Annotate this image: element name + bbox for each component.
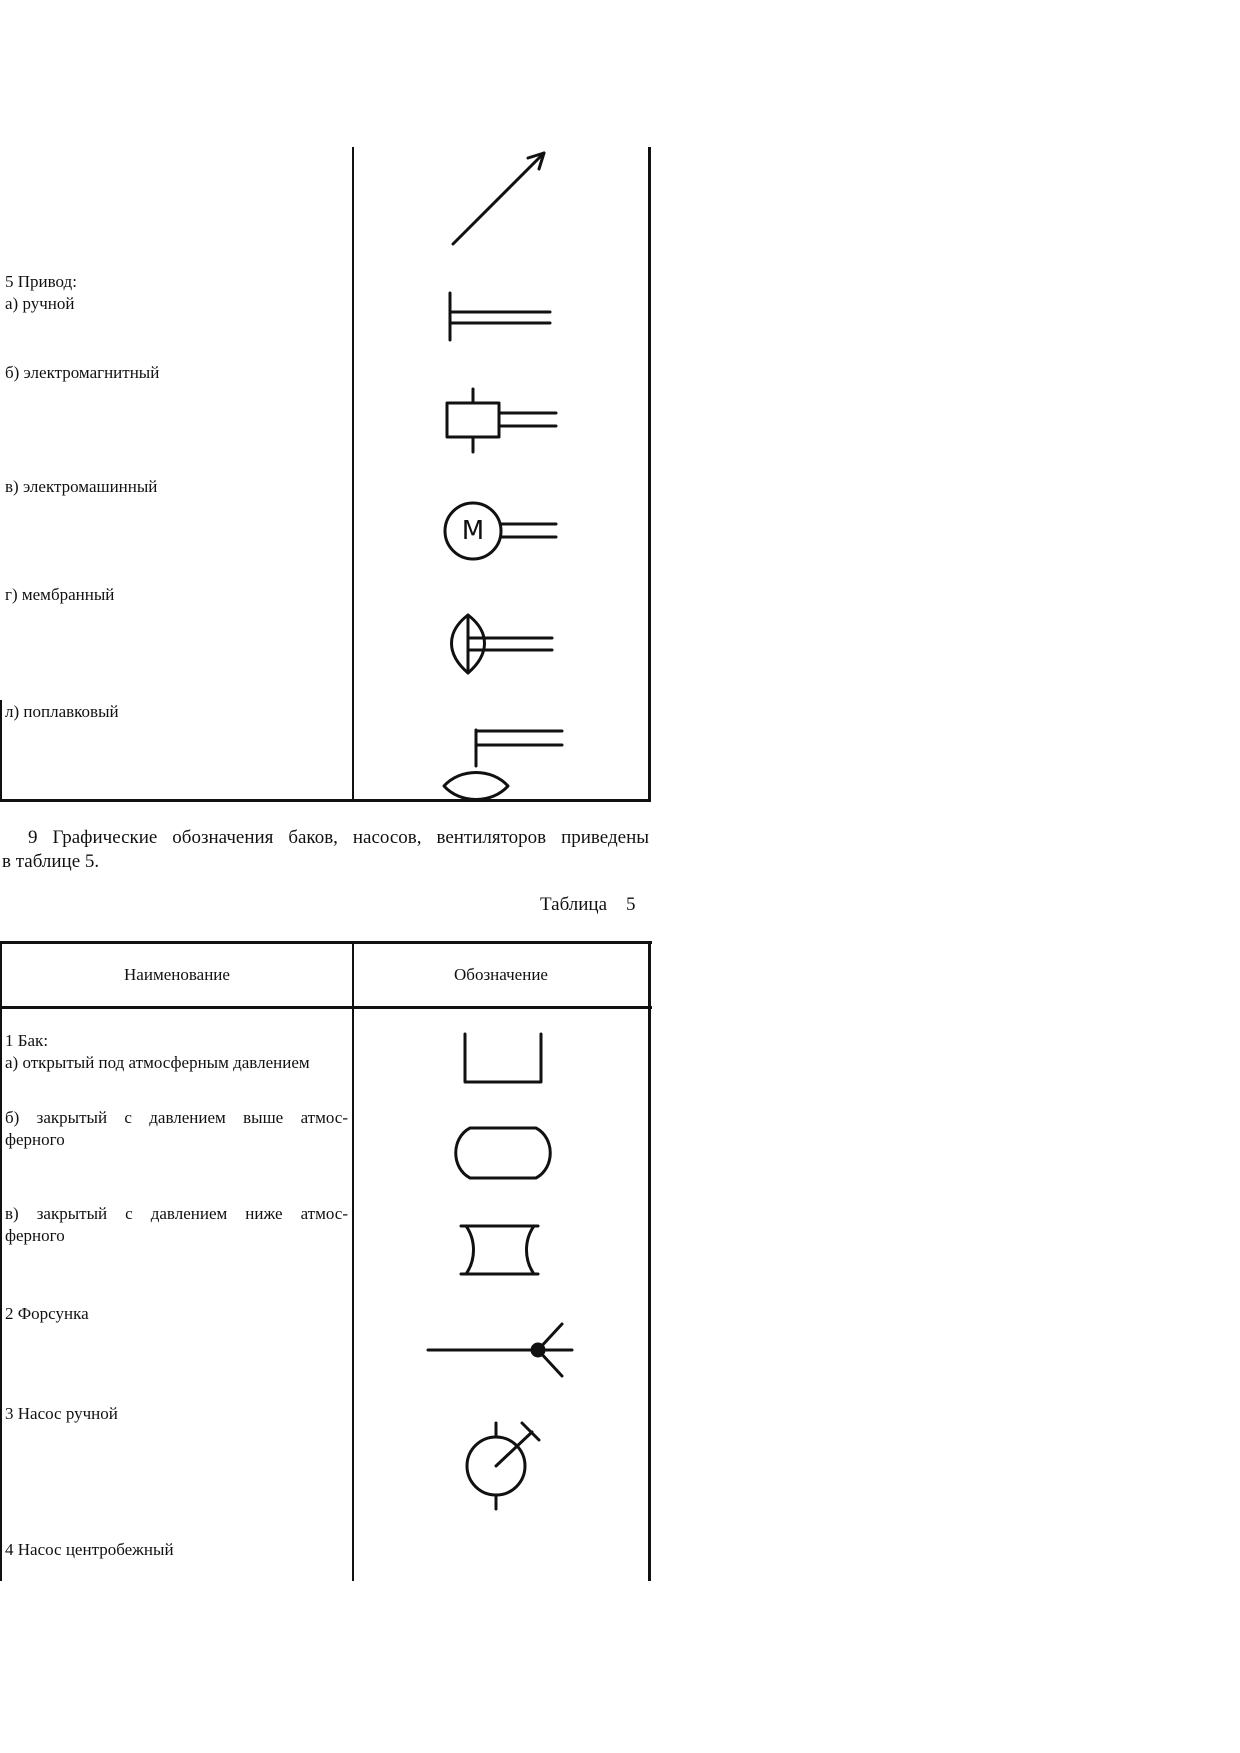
table5-caption: Таблица 5 (540, 894, 636, 915)
table5-row-1-line-1: 1 Бак: (5, 1031, 49, 1050)
table5-left-border (0, 941, 2, 1581)
table4-row-4-label (5, 584, 114, 606)
hand-pump-icon (460, 1420, 570, 1520)
table5-header-name: Наименование (124, 965, 230, 984)
table5-divider (352, 941, 354, 1581)
paragraph-line-1: 9 Графические обозначения баков, насосов, вентиляторов приведены (28, 827, 649, 848)
table5-header-bottom (0, 1006, 652, 1009)
electric-motor-drive-icon (440, 498, 560, 568)
table5-row-3-label (5, 1203, 348, 1247)
table5-row-6-label (5, 1539, 174, 1561)
motor-letter: M (461, 516, 485, 546)
float-drive-icon (440, 726, 570, 806)
electromagnetic-drive-icon (440, 386, 560, 456)
table5-row-5-label (5, 1403, 118, 1425)
table5-row-3-line-2: ферного (5, 1226, 65, 1245)
table5-row-2-line-1: б) закрытый с давлением выше атмос- (5, 1108, 348, 1127)
table5-row-6-line-1: 4 Насос центробежный (5, 1540, 174, 1559)
table4-row-3-line-1: в) электромашинный (5, 477, 158, 496)
table4-row-2-label (5, 362, 159, 384)
open-tank-icon (458, 1030, 548, 1090)
table4-row-1-line-1: 5 Привод: (5, 272, 77, 291)
table4-row-3-label (5, 476, 157, 498)
nozzle-icon (424, 1320, 584, 1380)
table5-row-2-label (5, 1107, 348, 1151)
closed-tank-low-pressure-icon (456, 1220, 556, 1280)
table4-left-border (0, 700, 2, 801)
table5-row-3-line-1: в) закрытый с давлением ниже атмос- (5, 1204, 348, 1223)
table5-right-border (648, 941, 651, 1581)
table4-row-4-line-1: г) мембранный (5, 585, 115, 604)
table5-row-1-line-2: а) открытый под атмосферным давлением (5, 1053, 310, 1072)
table5-row-4-label (5, 1303, 89, 1325)
manual-drive-icon (446, 290, 556, 350)
paragraph-line-2: в таблице 5. (2, 851, 100, 872)
table5-row-1-label (5, 1030, 310, 1074)
membrane-drive-icon (446, 610, 556, 680)
table5-row-5-line-1: 3 Насос ручной (5, 1404, 118, 1423)
arrow-diagonal-icon (448, 148, 558, 248)
table4-row-1-line-2: а) ручной (5, 294, 75, 313)
closed-tank-high-pressure-icon (450, 1123, 560, 1183)
table4-row-2-line-1: б) электромагнитный (5, 363, 160, 382)
table5-header-symbol: Обозначение (454, 965, 548, 984)
table4-row-5-line-1: л) поплавковый (5, 702, 119, 721)
table4-row-1-label (5, 271, 77, 315)
table5-row-2-line-2: ферного (5, 1130, 65, 1149)
table4-row-5-label (5, 701, 119, 723)
table4-divider (352, 147, 354, 801)
table5-row-4-line-1: 2 Форсунка (5, 1304, 89, 1323)
table4-right-border (648, 147, 651, 802)
table5-top-border (0, 941, 652, 944)
